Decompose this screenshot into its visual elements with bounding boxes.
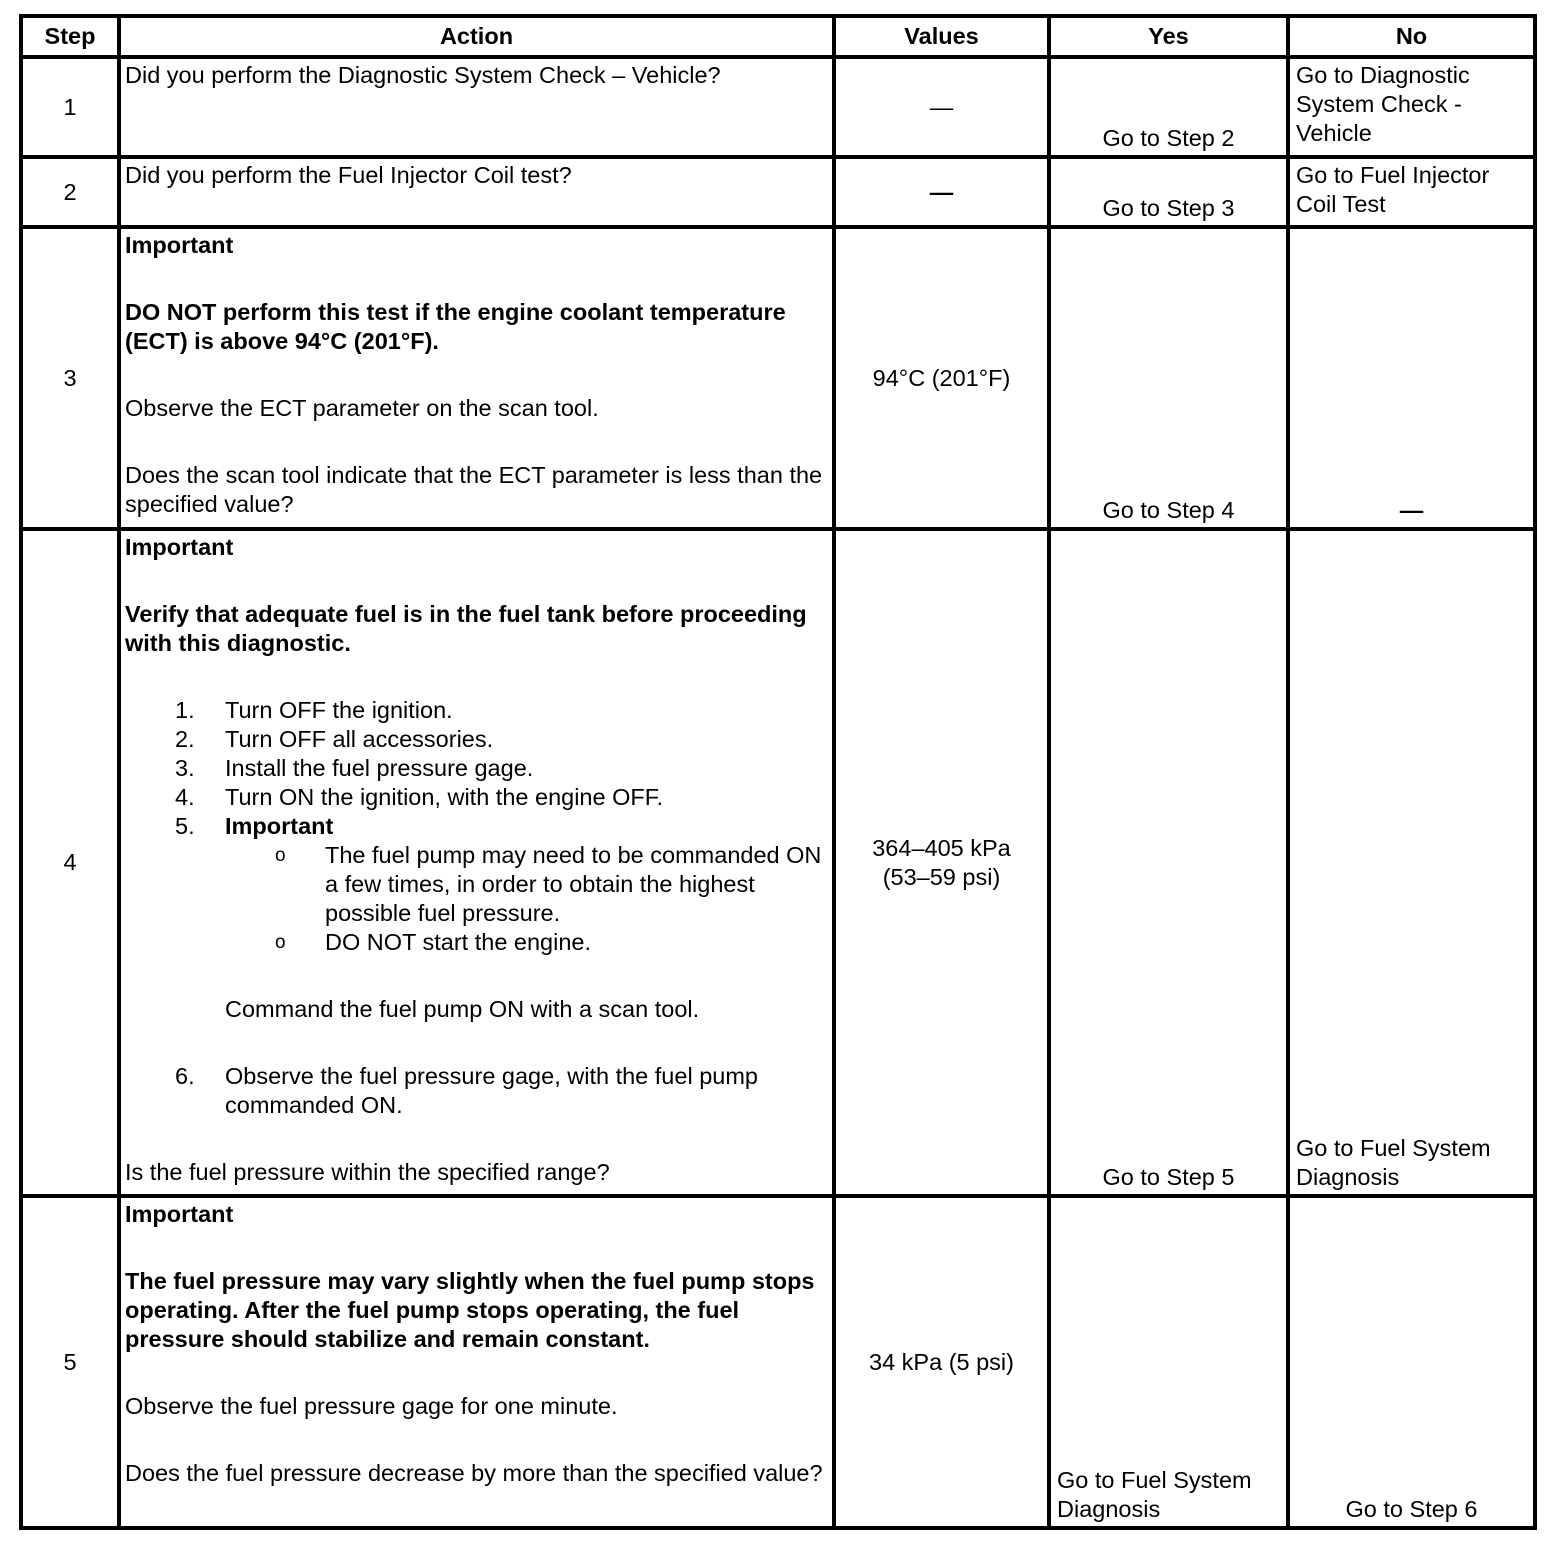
yes-cell: Go to Step 5 [1049,529,1288,1196]
important-label: Important [125,232,234,258]
header-yes: Yes [1049,16,1288,57]
action-cell [119,227,834,529]
value-cell: 94°C (201°F) [834,227,1049,529]
value-psi: (53–59 psi) [882,863,1001,890]
question-text: Does the scan tool indicate that the ECT parameter is less than the specified value? [125,462,823,517]
header-values: Values [834,16,1049,57]
value-cell [834,529,1049,1196]
list-item: 4. Turn ON the ignition, with the engine OFF. [175,784,664,810]
action-cell [119,529,834,1196]
action-cell [119,1196,834,1528]
table-row [21,157,1535,227]
steps-list-continued [125,1062,828,1120]
instruction-text: Observe the fuel pressure gage for one minute. [125,1393,618,1419]
value-cell: — [834,57,1049,157]
step-number: 4 [21,529,119,1196]
yes-cell: Go to Step 4 [1049,227,1288,529]
table-row [21,1196,1535,1528]
sub-list-item: o DO NOT start the engine. [275,929,592,955]
list-item: 5. Important o The fuel pump may need to be commanded ON a few times, in order to obtain the highest possible fuel pressure. o DO NOT start the engine. [125,812,828,957]
header-action: Action [119,16,834,57]
header-step: Step [21,16,119,57]
table-row [21,227,1535,529]
table-row [21,529,1535,1196]
sub-list-item: o The fuel pump may need to be commanded ON a few times, in order to obtain the highest possible fuel pressure. [275,842,822,926]
value-cell: 34 kPa (5 psi) [834,1196,1049,1528]
value-kpa: 364–405 kPa [872,834,1011,861]
question-text: Does the fuel pressure decrease by more than the specified value? [125,1460,823,1486]
warning-text: The fuel pressure may vary slightly when the fuel pump stops operating. After the fuel pump stops operating, the fuel pressure should stabilize and remain constant. [125,1268,815,1352]
table-row [21,57,1535,157]
steps-list [125,696,828,957]
action-text: Did you perform the Fuel Injector Coil test? [119,157,834,227]
no-cell: Go to Fuel System Diagnosis [1288,529,1535,1196]
list-item: 6. Observe the fuel pressure gage, with the fuel pump commanded ON. [175,1063,758,1118]
no-cell: Go to Step 6 [1288,1196,1535,1528]
diagnostic-table [19,14,1537,1530]
step-number: 2 [21,157,119,227]
yes-cell: Go to Step 2 [1049,57,1288,157]
yes-cell: Go to Fuel System Diagnosis [1049,1196,1288,1528]
warning-text: DO NOT perform this test if the engine coolant temperature (ECT) is above 94°C (201°F). [125,299,786,354]
question-text: Is the fuel pressure within the specified range? [125,1159,610,1185]
no-cell: Go to Diagnostic System Check - Vehicle [1288,57,1535,157]
important-label: Important [125,534,234,560]
action-text: Did you perform the Diagnostic System Check – Vehicle? [119,57,834,157]
sub-list [125,841,828,957]
command-text: Command the fuel pump ON with a scan tool. [225,996,700,1022]
no-cell: Go to Fuel Injector Coil Test [1288,157,1535,227]
instruction-text: Observe the ECT parameter on the scan tool. [125,395,599,421]
list-item: 3. Install the fuel pressure gage. [175,755,534,781]
value-cell: — [834,157,1049,227]
list-item: 2. Turn OFF all accessories. [175,726,494,752]
important-label: Important [125,1201,234,1227]
warning-text: Verify that adequate fuel is in the fuel tank before proceeding with this diagnostic. [125,601,807,656]
no-cell: — [1288,227,1535,529]
step-number: 3 [21,227,119,529]
step-number: 1 [21,57,119,157]
step-number: 5 [21,1196,119,1528]
header-no: No [1288,16,1535,57]
yes-cell: Go to Step 3 [1049,157,1288,227]
list-item: 1. Turn OFF the ignition. [175,697,453,723]
header-row [21,16,1535,57]
